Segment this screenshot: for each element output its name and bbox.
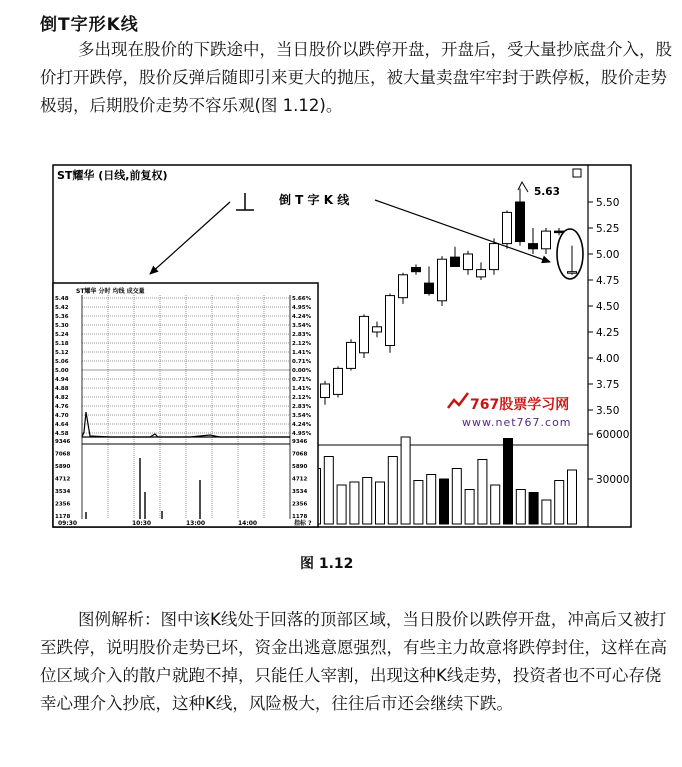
- inset-price-label: 5.24: [55, 332, 69, 338]
- intraday-inset: [53, 283, 318, 527]
- inset-time-label: 10:30: [132, 520, 152, 527]
- inset-pct-label: 2.83%: [292, 332, 312, 338]
- price-tick-label: 5.00: [596, 249, 620, 261]
- volume-bar: [376, 482, 385, 524]
- inset-price-label: 5.00: [55, 368, 69, 374]
- peak-label: 5.63: [534, 186, 560, 198]
- inset-price-label: 5.30: [55, 323, 69, 329]
- candle: [386, 294, 395, 353]
- inset-pct-label: 5.66%: [292, 296, 312, 302]
- intro-paragraph: 多出现在股价的下跌途中，当日股价以跌停开盘，开盘后，受大量抄底盘介入，股价打开跌停，股价反弹后随即引来更大的抛压，被大量卖盘牢牢封于跌停板，股价走势极弱，后期股价走势不容乐观(图 1.12)。: [40, 40, 672, 115]
- inset-volume-label-right: 1178: [292, 514, 308, 520]
- inset-volume-label: 2356: [55, 501, 71, 508]
- stock-chart-svg: [50, 162, 632, 532]
- volume-bar: [427, 475, 436, 525]
- volume-bar: [555, 481, 564, 525]
- figure-caption: 图 1.12: [300, 556, 354, 572]
- inset-frame: [53, 283, 318, 527]
- watermark-name: 767股票学习网: [470, 397, 570, 413]
- volume-bar: [542, 500, 551, 524]
- volume-tick-label: 60000: [596, 429, 630, 441]
- volume-bar: [529, 493, 538, 525]
- volume-bar: [491, 485, 500, 524]
- watermark-url: www.net767.com: [462, 416, 572, 429]
- inset-price-label: 5.36: [55, 314, 69, 320]
- inset-pct-label: 3.54%: [292, 413, 312, 419]
- inset-volume-label-right: 4712: [292, 476, 308, 483]
- inset-volume-label: 3534: [55, 489, 71, 495]
- volume-tick-label: 30000: [596, 474, 630, 486]
- inset-pct-label: 3.54%: [292, 323, 312, 329]
- inset-indicator-label: 指标 ?: [294, 520, 312, 527]
- inset-volume-label: 9346: [55, 439, 71, 445]
- candle: [490, 238, 499, 274]
- analysis-paragraph: 图例解析：图中该K线处于回落的顶部区域，当日股价以跌停开盘，冲高后又被打至跌停，说明股价走势已坏，资金出逃意愿强烈，有些主力故意将跌停封住，这样在高位区域介入的散户就跑不掉，只能任人宰割，出现这种K线走势，投资者也不可心存侥幸心理介入抄底，这种K线，风险极大，往往后市还会继续下跌。: [40, 610, 667, 713]
- price-tick-label: 5.25: [596, 223, 620, 235]
- candle: [438, 256, 447, 306]
- inset-pct-label: 4.24%: [292, 422, 312, 428]
- inset-pct-label: 0.71%: [292, 359, 312, 365]
- inset-volume-label: 1178: [55, 514, 71, 520]
- volume-bar: [440, 479, 449, 524]
- price-tick-label: 3.50: [596, 405, 620, 417]
- inset-volume-label-right: 5890: [292, 464, 308, 470]
- inset-pct-label: 4.95%: [292, 431, 312, 437]
- inset-pct-label: 1.41%: [292, 350, 312, 356]
- inset-price-label: 5.42: [55, 305, 69, 311]
- price-tick-label: 5.50: [596, 197, 620, 209]
- volume-bar: [414, 481, 423, 525]
- price-tick-label: 3.75: [596, 379, 620, 391]
- price-tick-label: 4.00: [596, 353, 620, 365]
- inset-price-label: 4.94: [55, 377, 69, 383]
- inset-price-label: 4.58: [55, 431, 69, 437]
- inset-price-label: 5.18: [55, 341, 69, 347]
- inset-volume-label: 7068: [55, 451, 71, 458]
- inset-volume-label: 5890: [55, 464, 71, 470]
- chart-title: ST耀华 (日线,前复权): [57, 169, 168, 182]
- volume-bar: [337, 485, 346, 524]
- inset-price-label: 4.76: [55, 404, 69, 410]
- inset-price-label: 4.82: [55, 395, 69, 401]
- candle: [347, 339, 356, 370]
- inset-price-label: 5.06: [55, 359, 69, 365]
- inset-price-label: 4.64: [55, 422, 69, 428]
- inset-pct-label: 1.41%: [292, 386, 312, 392]
- volume-bar: [363, 478, 372, 525]
- inset-volume-label-right: 3534: [292, 489, 308, 495]
- inset-pct-label: 2.12%: [292, 395, 312, 401]
- stock-chart-figure: [50, 162, 632, 532]
- inset-price-label: 5.12: [55, 350, 69, 356]
- inset-pct-label: 2.83%: [292, 404, 312, 410]
- price-tick-label: 4.25: [596, 327, 620, 339]
- volume-bar: [504, 439, 513, 525]
- inset-volume-label-right: 7068: [292, 451, 308, 458]
- price-tick-label: 4.75: [596, 275, 620, 287]
- inset-pct-label: 2.12%: [292, 341, 312, 347]
- candle: [503, 210, 512, 248]
- inset-price-label: 4.70: [55, 413, 69, 419]
- inset-time-label: 14:00: [238, 520, 258, 527]
- inset-title: ST耀华 分时 均线 成交量: [76, 288, 145, 295]
- volume-bar: [568, 470, 577, 524]
- inset-price-label: 4.88: [55, 386, 69, 392]
- volume-bar: [388, 457, 397, 525]
- inset-volume-label-right: 9346: [292, 439, 308, 445]
- inset-pct-label: 0.71%: [292, 377, 312, 383]
- inset-price-label: 5.48: [55, 296, 69, 302]
- inset-pct-label: 4.24%: [292, 314, 312, 320]
- volume-bar: [478, 460, 487, 525]
- inset-volume-label: 4712: [55, 476, 71, 483]
- volume-bar: [452, 469, 461, 525]
- inset-pct-label: 0.00%: [292, 368, 312, 374]
- candle: [360, 314, 369, 358]
- price-tick-label: 4.50: [596, 301, 620, 313]
- volume-bar: [324, 457, 333, 525]
- volume-bar: [516, 490, 525, 525]
- volume-bar: [350, 482, 359, 524]
- candle: [334, 366, 343, 397]
- inset-time-label: 09:30: [58, 520, 78, 527]
- inverted-t-annotation: 倒 T 字 K 线: [279, 193, 350, 207]
- section-heading: 倒T字形K线: [40, 15, 139, 35]
- inset-pct-label: 4.95%: [292, 305, 312, 311]
- volume-bar: [465, 490, 474, 525]
- inset-time-label: 13:00: [186, 520, 206, 527]
- inset-volume-label-right: 2356: [292, 501, 308, 508]
- volume-bar: [401, 437, 410, 524]
